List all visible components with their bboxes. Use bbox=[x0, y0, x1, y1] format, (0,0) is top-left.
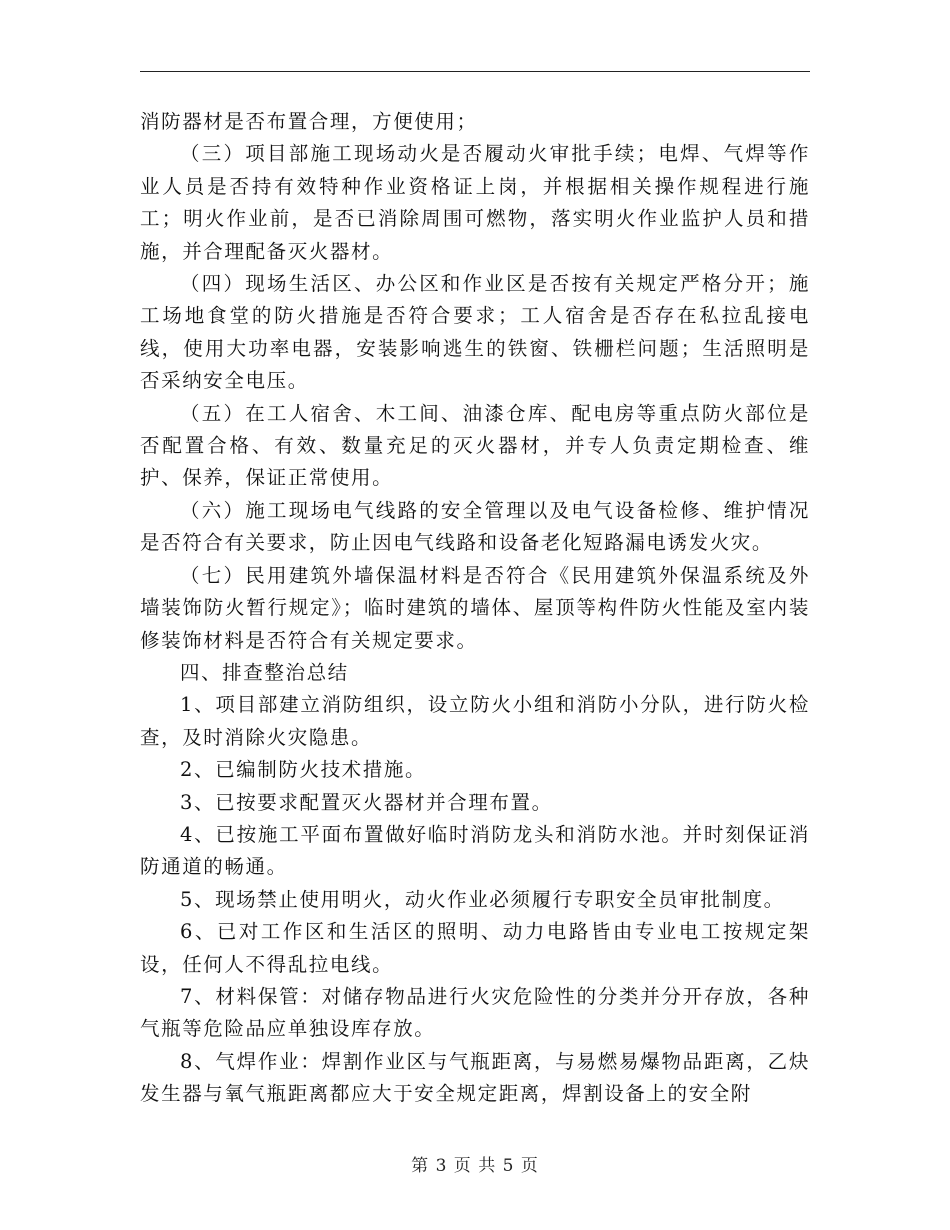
summary-item-4: 4、已按施工平面布置做好临时消防龙头和消防水池。并时刻保证消防通道的畅通。 bbox=[140, 822, 810, 879]
paragraph-item-4: （四）现场生活区、办公区和作业区是否按有关规定严格分开；施工场地食堂的防火措施是否符合要求；工人宿舍是否存在私拉乱接电线，使用大功率电器，安装影响逃生的铁窗、铁栅栏问题；生活照明是否采纳安全电压。 bbox=[140, 272, 810, 393]
paragraph-item-6: （六）施工现场电气线路的安全管理以及电气设备检修、维护情况是否符合有关要求，防止因电气线路和设备老化短路漏电诱发火灾。 bbox=[140, 498, 810, 555]
paragraph-item-3: （三）项目部施工现场动火是否履动火审批手续；电焊、气焊等作业人员是否持有效特种作业资格证上岗，并根据相关操作规程进行施工；明火作业前，是否已消除周围可燃物，落实明火作业监护人员和措施，并合理配备灭火器材。 bbox=[140, 142, 810, 263]
summary-item-8: 8、气焊作业：焊割作业区与气瓶距离，与易燃易爆物品距离，乙炔发生器与氧气瓶距离都应大于安全规定距离，焊割设备上的安全附 bbox=[140, 1049, 810, 1106]
paragraph-continuation: 消防器材是否布置合理，方便使用； bbox=[140, 110, 478, 133]
section-heading-summary: 四、排查整治总结 bbox=[179, 660, 349, 684]
paragraph-item-7: （七）民用建筑外墙保温材料是否符合《民用建筑外保温系统及外墙装饰防火暂行规定》；临时建筑的墙体、屋顶等构件防火性能及室内装修装饰材料是否符合有关规定要求。 bbox=[140, 563, 810, 652]
summary-item-1: 1、项目部建立消防组织，设立防火小组和消防小分队，进行防火检查，及时消除火灾隐患。 bbox=[140, 693, 810, 749]
page-number-footer: 第 3 页 共 5 页 bbox=[411, 1156, 539, 1176]
paragraph-item-5: （五）在工人宿舍、木工间、油漆仓库、配电房等重点防火部位是否配置合格、有效、数量充足的灭火器材，并专人负责定期检查、维护、保养，保证正常使用。 bbox=[140, 401, 810, 490]
summary-item-6: 6、已对工作区和生活区的照明、动力电路皆由专业电工按规定架设，任何人不得乱拉电线。 bbox=[140, 920, 810, 976]
header-rule bbox=[140, 71, 810, 72]
summary-item-7: 7、材料保管：对储存物品进行火灾危险性的分类并分开存放，各种气瓶等危险品应单独设库存放。 bbox=[140, 984, 810, 1041]
summary-item-2: 2、已编制防火技术措施。 bbox=[179, 758, 427, 782]
document-body bbox=[140, 106, 810, 1111]
summary-item-5: 5、现场禁止使用明火，动火作业必须履行专职安全员审批制度。 bbox=[179, 887, 785, 911]
summary-item-3: 3、已按要求配置灭火器材并合理布置。 bbox=[179, 790, 553, 814]
